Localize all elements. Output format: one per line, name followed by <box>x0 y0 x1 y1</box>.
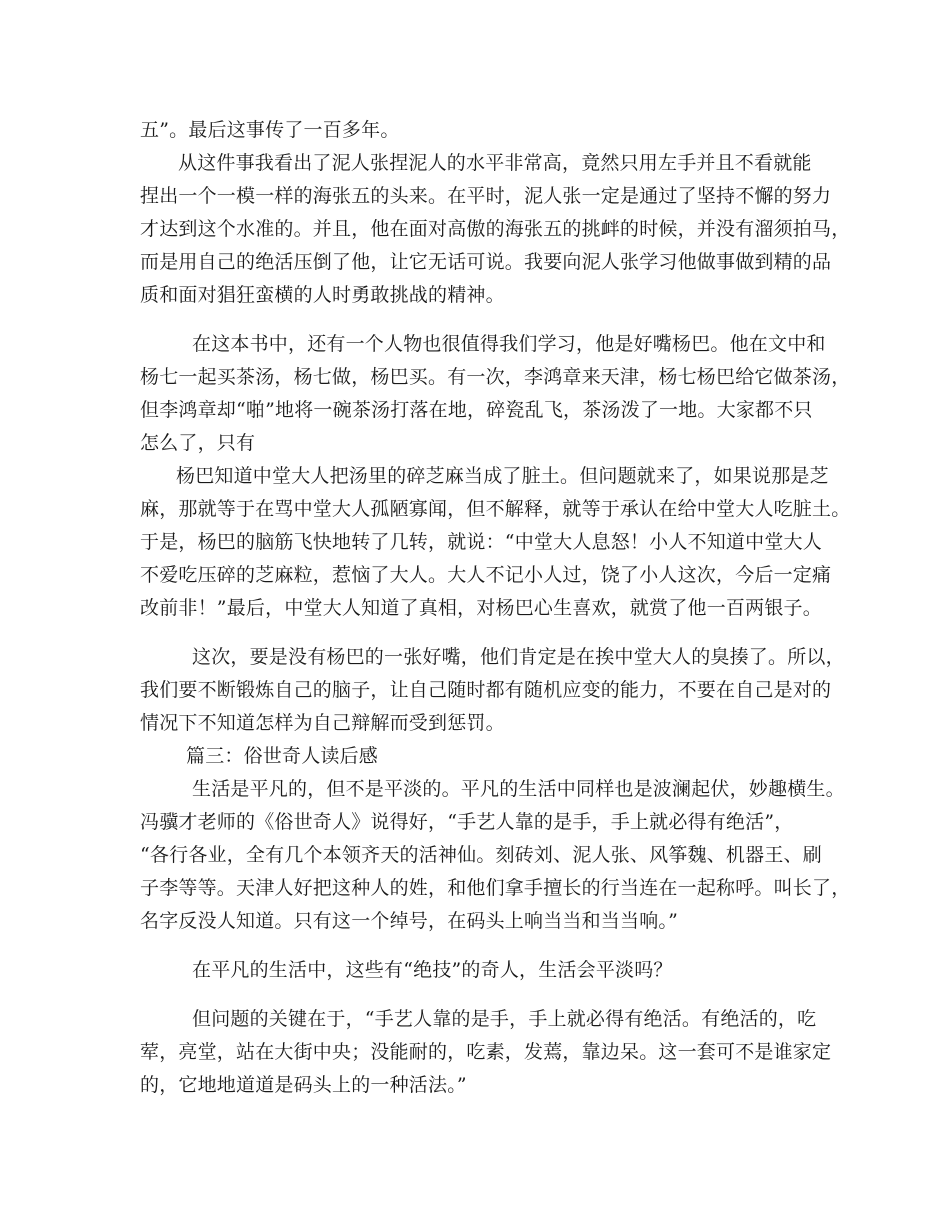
text-line: 捏出一个一模一样的海张五的头来。在平时，泥人张一定是通过了坚持不懈的努力 <box>140 185 832 207</box>
text-line: 荤，亮堂，站在大街中央；没能耐的，吃素，发蔫，靠边呆。这一套可不是谁家定 <box>140 1041 832 1063</box>
section-heading: 篇三：俗世奇人读后感 <box>186 745 379 767</box>
text-line: 杨七一起买茶汤，杨七做，杨巴买。有一次，李鸿章来天津，杨七杨巴给它做茶汤， <box>140 366 851 388</box>
text-line: 冯骥才老师的《俗世奇人》说得好，“手艺人靠的是手，手上就必得有绝活”， <box>140 811 794 833</box>
paragraph-first-line: 在这本书中，还有一个人物也很值得我们学习，他是好嘴杨巴。他在文中和 <box>192 333 826 355</box>
paragraph-first-line: 生活是平凡的，但不是平淡的。平凡的生活中同样也是波澜起伏，妙趣横生。 <box>192 778 845 800</box>
paragraph-first-line: 从这件事我看出了泥人张捏泥人的水平非常高，竟然只用左手并且不看就能 <box>178 152 812 174</box>
text-line: 名字反没人知道。只有这一个绰号，在码头上响当当和当当响。” <box>140 910 679 932</box>
paragraph-first-line: 但问题的关键在于，“手艺人靠的是手，手上就必得有绝活。有绝活的，吃 <box>192 1008 817 1030</box>
text-line: 才达到这个水准的。并且，他在面对高傲的海张五的挑衅的时候，并没有溜须拍马， <box>140 218 851 240</box>
text-line: 子李等等。天津人好把这种人的姓，和他们拿手擅长的行当连在一起称呼。叫长了， <box>140 877 851 899</box>
paragraph-first-line: 在平凡的生活中，这些有“绝技”的奇人，生活会平淡吗？ <box>192 959 673 981</box>
text-line: 于是，杨巴的脑筋飞快地转了几转，就说：“中堂大人息怒！小人不知道中堂大人 <box>140 531 822 553</box>
text-line: 不爱吃压碎的芝麻粒，惹恼了大人。大人不记小人过，饶了小人这次，今后一定痛 <box>140 564 832 586</box>
text-line: 而是用自己的绝活压倒了他，让它无话可说。我要向泥人张学习他做事做到精的品 <box>140 251 832 273</box>
text-line: 的，它地地道道是码头上的一种活法。” <box>140 1074 467 1096</box>
text-line: 我们要不断锻炼自己的脑子，让自己随时都有随机应变的能力，不要在自己是对的 <box>140 679 832 701</box>
text-line: 麻，那就等于在骂中堂大人孤陋寡闻，但不解释，就等于承认在给中堂大人吃脏土。 <box>140 498 851 520</box>
text-line: 改前非！”最后，中堂大人知道了真相，对杨巴心生喜欢，就赏了他一百两银子。 <box>140 597 822 619</box>
text-line: 情况下不知道怎样为自己辩解而受到惩罚。 <box>140 712 505 734</box>
text-line: 但李鸿章却“啪”地将一碗茶汤打落在地，碎瓷乱飞，茶汤泼了一地。大家都不只 <box>140 399 813 421</box>
text-line: “各行各业，全有几个本领齐天的活神仙。刻砖刘、泥人张、风筝魏、机器王、刷 <box>140 844 822 866</box>
text-line: 质和面对猖狂蛮横的人时勇敢挑战的精神。 <box>140 284 505 306</box>
paragraph-first-line: 杨巴知道中堂大人把汤里的碎芝麻当成了脏土。但问题就来了，如果说那是芝 <box>176 465 829 487</box>
text-line: 怎么了，只有 <box>140 432 256 454</box>
text-line: 五”。最后这事传了一百多年。 <box>140 119 400 141</box>
paragraph-first-line: 这次，要是没有杨巴的一张好嘴，他们肯定是在挨中堂大人的臭揍了。所以， <box>192 646 845 668</box>
